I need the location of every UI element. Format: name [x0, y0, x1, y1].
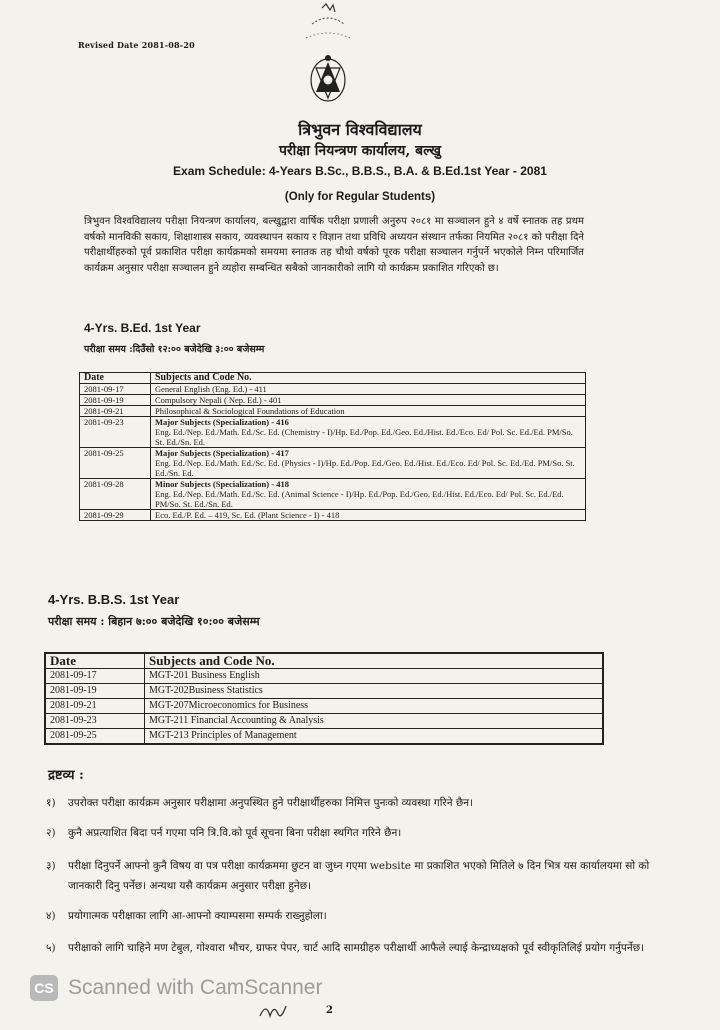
bbs-exam-time: परीक्षा समय : बिहान ७:०० बजेदेखि १०:०० बजेसम्म [48, 615, 260, 628]
note-item [46, 793, 686, 813]
col-subject-header: Subjects and Code No. [151, 373, 586, 384]
note-number: २) [46, 827, 56, 839]
row-subject: General English (Eng. Ed.) - 411 [151, 384, 586, 395]
page-number: 2 [326, 1005, 333, 1016]
table-row [80, 448, 586, 479]
row-date: 2081-09-23 [45, 714, 145, 729]
row-date: 2081-09-28 [80, 479, 151, 510]
col-date-header: Date [80, 373, 151, 384]
table-row [45, 669, 603, 684]
row-date: 2081-09-19 [80, 395, 151, 406]
row-date: 2081-09-19 [45, 684, 145, 699]
table-row [80, 384, 586, 395]
camscanner-logo-icon: CS [30, 975, 58, 1001]
university-emblem-icon [292, 2, 364, 110]
notes-heading: द्रष्टव्य : [48, 768, 84, 783]
note-number: ३) [46, 860, 56, 872]
row-subject: MGT-207Microeconomics for Business [145, 699, 604, 714]
row-subject: Eco. Ed./P. Ed. – 419, Sc. Ed. (Plant Science - I) - 418 [151, 510, 586, 521]
table-row [80, 417, 586, 448]
row-subject: MGT-211 Financial Accounting & Analysis [145, 714, 604, 729]
row-subject-heading: Minor Subjects (Specialization) - 418 [155, 479, 289, 489]
bed-exam-time: परीक्षा समय :दिउँसो १२:०० बजेदेखि ३:०० बजेसम्म [84, 344, 265, 355]
row-subject: Philosophical & Sociological Foundations of Education [151, 406, 586, 417]
regular-students-note: (Only for Regular Students) [284, 191, 436, 203]
row-subject: Compulsory Nepali ( Nep. Ed.) - 401 [151, 395, 586, 406]
col-subject-header: Subjects and Code No. [145, 653, 604, 669]
row-subject-cell [151, 448, 586, 479]
note-number: ५) [46, 942, 56, 954]
note-item [46, 906, 686, 926]
row-subject-cell [151, 417, 586, 448]
row-date: 2081-09-23 [80, 417, 151, 448]
row-date: 2081-09-21 [45, 699, 145, 714]
row-subject-cell [151, 479, 586, 510]
bed-schedule-table [79, 372, 586, 521]
table-row [45, 684, 603, 699]
note-text: प्रयोगात्मक परीक्षाका लागि आ-आफ्नो क्याम्पसमा सम्पर्क राख्नुहोला। [68, 910, 327, 922]
bed-section-title: 4-Yrs. B.Ed. 1st Year [84, 321, 201, 335]
row-subject: Eng. Ed./Nep. Ed./Math. Ed./Sc. Ed. (Physics - I)/Hp. Ed./Pop. Ed./Geo. Ed./Hist. Ed./Eco. Ed/ Pol. Sc. Ed./Ed. PM/So. St. Ed./Sn. Ed. [155, 458, 575, 478]
note-item [46, 856, 686, 896]
row-date: 2081-09-25 [45, 729, 145, 745]
note-text: उपरोक्त परीक्षा कार्यक्रम अनुसार परीक्षामा अनुपस्थित हुने परीक्षार्थीहरुका निमित्त पुनःको व्यवस्था गरिने छैन। [68, 797, 474, 809]
table-row [80, 510, 586, 521]
note-number: ४) [46, 910, 56, 922]
table-row [45, 714, 603, 729]
table-row [80, 479, 586, 510]
row-subject-heading: Major Subjects (Specialization) - 416 [155, 417, 289, 427]
row-subject: MGT-202Business Statistics [145, 684, 604, 699]
intro-paragraph: त्रिभुवन विश्वविद्यालय परीक्षा नियन्त्रण कार्यालय, बल्खुद्वारा वार्षिक परीक्षा प्रणाली अनुरुप २०८१ मा सञ्चालन हुने ४ वर्षे स्नातक तह प्रथम वर्षको मानविकी सकाय, शिक्षाशास्त्र सकाय, व्यवस्थापन सकाय र विज्ञान तथा प्रविधि अध्ययन संस्थान तर्फका नियमित २०८१ को परीक्षा दिने परीक्षार्थीहरुको पूर्व प्रकाशित परीक्षा कार्यक्रमको समयमा स्नातक तह चौथो वर्षको पूरक परीक्षा सञ्चालन गर्नुपर्ने भएकोले निम्न परिमार्जित कार्यक्रम अनुसार परीक्षा सञ्चालन हुने व्यहोरा सम्बन्धित सबैको जानकारीको लागि यो कार्यक्रम प्रकाशित गरिएको छ। [84, 216, 584, 274]
row-date: 2081-09-29 [80, 510, 151, 521]
row-subject: MGT-201 Business English [145, 669, 604, 684]
row-subject: MGT-213 Principles of Management [145, 729, 604, 745]
bbs-schedule-table [44, 652, 604, 745]
note-text: परीक्षाको लागि चाहिने मण टेबुल, गोश्वारा भौचर, ग्राफर पेपर, चार्ट आदि सामग्रीहरु परीक्षार्थी आफैले ल्याई केन्द्राध्यक्षको पूर्व स्वीकृतिलिई प्रयोग गर्नुपर्नेछ। [68, 942, 645, 954]
note-item [46, 823, 686, 843]
col-date-header: Date [45, 653, 145, 669]
table-row [80, 395, 586, 406]
table-row [45, 699, 603, 714]
handwritten-initials-icon [256, 996, 296, 1026]
bbs-section-title: 4-Yrs. B.B.S. 1st Year [48, 592, 180, 607]
table-row [80, 406, 586, 417]
table-header-row [80, 373, 586, 384]
university-name: त्रिभुवन विश्वविद्यालय [298, 120, 422, 139]
note-item [46, 938, 686, 958]
table-row [45, 729, 603, 745]
row-date: 2081-09-17 [45, 669, 145, 684]
scanner-watermark: Scanned with CamScanner [68, 976, 323, 999]
row-date: 2081-09-25 [80, 448, 151, 479]
row-subject-heading: Major Subjects (Specialization) - 417 [155, 448, 289, 458]
office-name: परीक्षा नियन्त्रण कार्यालय, बल्खु [278, 143, 442, 159]
row-subject: Eng. Ed./Nep. Ed./Math. Ed./Sc. Ed. (Animal Science - I)/Hp. Ed./Pop. Ed./Geo. Ed./Hist. Ed./Eco. Ed/ Pol. Sc. Ed./Ed. PM/So. St. Ed./Sn. Ed. [155, 489, 564, 509]
row-date: 2081-09-21 [80, 406, 151, 417]
revised-date: Revised Date 2081-08-20 [78, 40, 195, 50]
note-text: कुनै अप्रत्याशित बिदा पर्न गएमा पनि त्रि.वि.को पूर्व सूचना बिना परीक्षा स्थगित गरिने छैन। [68, 827, 402, 839]
schedule-title: Exam Schedule: 4-Years B.Sc., B.B.S., B.A. & B.Ed.1st Year - 2081 [173, 164, 547, 178]
table-header-row [45, 653, 603, 669]
row-date: 2081-09-17 [80, 384, 151, 395]
note-number: १) [46, 797, 56, 809]
row-subject: Eng. Ed./Nep. Ed./Math. Ed./Sc. Ed. (Chemistry - I)/Hp. Ed./Pop. Ed./Geo. Ed./Hist. Ed./Eco. Ed/ Pol. Sc. Ed./Ed. PM/So. St. Ed./Sn. Ed. [155, 427, 573, 447]
note-text: परीक्षा दिनुपर्ने आफ्नो कुनै विषय वा पत्र परीक्षा कार्यक्रममा छुटन वा जुध्न गएमा website मा प्रकाशित भएको मितिले ७ दिन भित्र यस कार्यालयमा सो को जानकारी दिनु पर्नेछ। अन्यथा यसै कार्यक्रम अनुसार परीक्षा हुनेछ। [68, 860, 650, 892]
